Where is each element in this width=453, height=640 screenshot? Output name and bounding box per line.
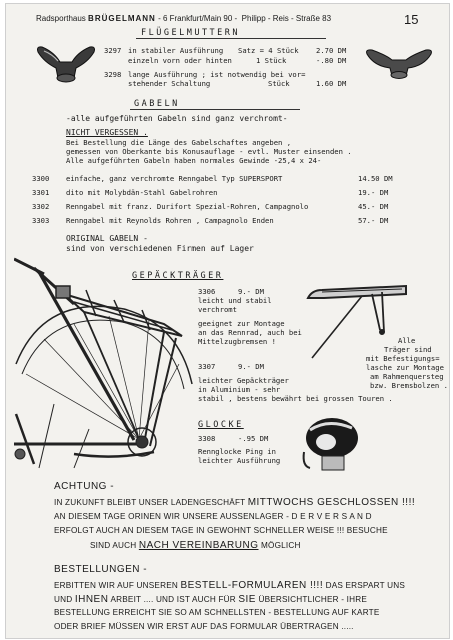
forks-original-text: sind von verschiedenen Firmen auf Lager [66,244,254,253]
orders-line1 [54,580,405,591]
wingnut-3297-price: 2.70 DM [316,46,347,55]
racks-side-line3: mit Befestigungs= [366,354,440,363]
notice-line1-b: MITTWOCHS GESCHLOSSEN !!!! [247,497,416,508]
orders-line2 [54,594,367,605]
rack-3307-line2: in Aluminium - sehr [198,385,281,394]
page-header [36,14,331,23]
wingnut-left-icon [34,44,98,86]
rack-3306-price: 9.- DM [238,287,264,296]
fork-3301-desc: dito mit Molybdän-Stahl Gabelrohren [66,188,218,197]
notice-line2: AN DIESEM TAGE ORINEN WIR UNSERE AUSSENLAGER - D E R V E R S A N D [54,512,372,521]
rack-3306-line1: leicht und stabil [198,296,272,305]
wingnut-3297-desc: in stabiler Ausführung [128,46,224,55]
orders-title: BESTELLUNGEN - [54,564,148,575]
wingnut-3298-qty: Stück [268,79,290,88]
bell-line2: leichter Ausführung [198,456,281,465]
forks-intro: -alle aufgeführten Gabeln sind ganz verchromt- [66,114,288,123]
bell-code: 3308 [198,434,216,443]
wingnut-3298-price: 1.60 DM [316,79,347,88]
wingnut-3297-code: 3297 [104,46,122,55]
notice-title: ACHTUNG - [54,481,115,492]
forks-divider [130,109,300,110]
orders-line2-d: SIE [238,594,256,605]
bell-icon [298,412,364,474]
fork-3302-price: 45.- DM [358,202,389,211]
wingnut-3298-desc2: stehender Schaltung [128,79,211,88]
forks-note-title: NICHT VERGESSEN . [66,128,148,137]
rack-3306-line5: Mittelzugbremsen ! [198,337,276,346]
racks-side-line4: lasche zur Montage [366,363,444,372]
fork-3303-desc: Renngabel mit Reynolds Rohren , Campagnolo Enden [66,216,274,225]
catalog-page [5,3,450,639]
page-number: 15 [404,12,419,27]
racks-side-line5: am Rahmenquersteg [370,372,444,381]
wingnut-single-qty: 1 Stück [256,56,287,65]
notice-line4 [90,540,301,551]
wingnut-3298-code: 3298 [104,70,122,79]
orders-line2-c: ARBEIT .... UND IST AUCH FÜR [108,595,239,604]
racks-side-line6: bzw. Bremsbolzen . [370,381,448,390]
rack-3306-line3: geeignet zur Montage [198,319,285,328]
fork-3303-code: 3303 [32,216,50,225]
racks-title: GEPÄCKTRÄGER [132,271,224,281]
forks-original-title: ORIGINAL GABELN - [66,234,148,243]
bell-price: -.95 DM [238,434,269,443]
rack-3307-price: 9.- DM [238,362,264,371]
bell-line1: Rennglocke Ping in [198,447,276,456]
racks-side-line2: Träger sind [384,345,432,354]
rack-3306-code: 3306 [198,287,216,296]
forks-title: GABELN [134,99,180,109]
forks-note-line1: Bei Bestellung die Länge des Gabelschaftes angeben , [66,138,292,147]
bicycle-rack-illustration [14,254,194,469]
orders-line1-b: BESTELL-FORMULAREN !!!! [180,580,324,591]
orders-line2-a: UND [54,595,75,604]
orders-line1-a: ERBITTEN WIR AUF UNSEREN [54,581,181,590]
rack-3307-code: 3307 [198,362,216,371]
orders-line2-b: IHNEN [74,594,109,605]
fork-3301-price: 19.- DM [358,188,389,197]
orders-line1-c: DAS ERSPART UNS [323,581,406,590]
rack-3307-line3: stabil , bestens bewährt bei grossen Touren . [198,394,393,403]
header-brand: BRÜGELMANN [88,14,156,23]
wingnut-single-desc: einzeln vorn oder hinten [128,56,232,65]
orders-line3: BESTELLUNG ERREICHT SIE SO AM SCHNELLSTEN - BESTELLUNG AUF KARTE [54,608,380,617]
rack-3306-line2: verchromt [198,305,237,314]
wingnut-3298-desc: lange Ausführung ; ist notwendig bei vor= [128,70,306,79]
fork-3302-desc: Renngabel mit franz. Durifort Spezial-Rohren, Campagnolo [66,202,309,211]
notice-line3: ERFOLGT AUCH AN DIESEM TAGE IN GEWOHNT SCHNELLER WEISE !!! BESUCHE [54,526,388,535]
notice-line4-c: MÖGLICH [258,541,301,550]
notice-line4-a: SIND AUCH [90,541,139,550]
forks-note-line3: Alle aufgeführten Gabeln haben normales Gewinde -25,4 x 24- [66,156,322,165]
header-street: Philipp - Reis - Straße 83 [241,14,332,23]
rack-3306-line4: an das Rennrad, auch bei [198,328,302,337]
fork-3300-desc: einfache, ganz verchromte Renngabel Typ SUPERSPORT [66,174,283,183]
fork-3302-code: 3302 [32,202,50,211]
header-prefix: Radsporthaus [36,14,86,23]
header-city: - 6 Frankfurt/Main 90 - [158,14,238,23]
wingnut-3297-qty: Satz = 4 Stück [238,46,299,55]
notice-line1 [54,497,415,508]
fork-3303-price: 57.- DM [358,216,389,225]
notice-line4-b: NACH VEREINBARUNG [138,540,259,551]
racks-side-line1: Alle [398,336,416,345]
wingnut-single-price: -.80 DM [316,56,347,65]
notice-line1-a: IN ZUKUNFT BLEIBT UNSER LADENGESCHÄFT [54,498,248,507]
wingnuts-divider [136,38,326,39]
orders-line2-e: ÜBERSICHTLICHER - IHRE [255,595,368,604]
wingnuts-title: FLÜGELMUTTERN [141,28,241,38]
forks-note-line2: gemessen von Oberkante bis Konusauflage - evtl. Muster einsenden . [66,147,352,156]
fork-3301-code: 3301 [32,188,50,197]
wingnut-right-icon [364,46,434,80]
bell-title: GLOCKE [198,420,244,430]
orders-line4: ODER BRIEF MÜSSEN WIR ERST AUF DAS FORMULAR ÜBERTRAGEN ..... [54,622,354,631]
fork-3300-code: 3300 [32,174,50,183]
rack-3307-line1: leichter Gepäckträger [198,376,289,385]
fork-3300-price: 14.50 DM [358,174,393,183]
